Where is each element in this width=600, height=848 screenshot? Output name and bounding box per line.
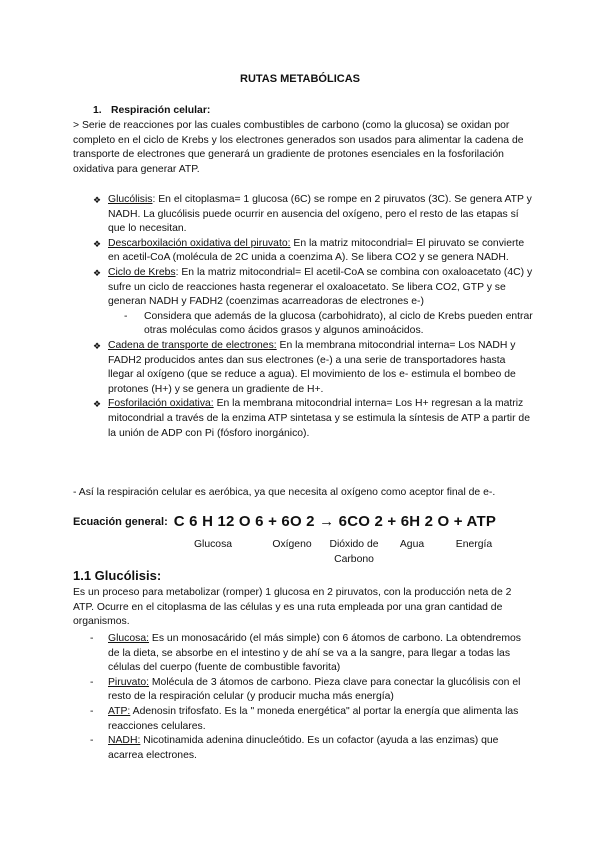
equation-label: Ecuación general: — [73, 516, 168, 528]
diamond-bullet-icon: ❖ — [93, 399, 102, 410]
term-agua: Agua — [399, 539, 425, 550]
item-term: ATP: — [108, 705, 131, 717]
diamond-bullet-icon: ❖ — [93, 195, 102, 205]
item-text: Nicotinamida adenina dinucleótido. Es un cofactor (ayuda a las enzimas) que acarrea electrones. — [108, 735, 499, 761]
bullet-text: En el citoplasma= 1 glucosa (6C) se rompe en 2 piruvatos (3C). Se genera ATP y NADH. La glucólisis puede ocurrir en ausencia del oxígeno, pero el resto de las etapas sí que lo necesitan. — [108, 194, 532, 235]
item-text: Molécula de 3 átomos de carbono. Pieza clave para conectar la glucólisis con el resto de la respiración celular (y producir mucha más energía) — [108, 676, 521, 703]
diamond-bullet-icon: ❖ — [93, 340, 102, 351]
bullet-text: En la membrana mitocondrial interna= Los NADH y FADH2 producidos antes dan sus electrones (e-) a una serie de transportadores hasta llegar al oxígeno (que se reduce a agua). El movimiento de los e- estimula el bombeo de protones (H+) y se genera un gradiente de H+. — [108, 339, 516, 395]
bullet-term: Ciclo de Krebs — [108, 266, 176, 278]
list-item: - Piruvato: Molécula de 3 átomos de carbono. Pieza clave para conectar la glucólisis con el resto de la respiración celular (y producir mucha más energía) — [90, 676, 521, 703]
item-term: NADH: — [108, 735, 141, 747]
list-item: - ATP: Adenosin trifosfato. Es la " moneda energética" al portar la energía que alimenta las reacciones celulares. — [90, 705, 519, 732]
diamond-bullet-icon: ❖ — [93, 238, 102, 249]
bullet-fosforilacion — [93, 397, 533, 441]
term-glucosa: Glucosa — [193, 539, 233, 550]
bullet-krebs: ❖ Ciclo de Krebs: En la matriz mitocondrial= El acetil-CoA se combina con oxaloacetato (4C) y sufre un ciclo de reacciones hasta regenerar el oxaloacetato. Se libera CO2, GTP y se generan NADH y FADH2 (coenzimas acarreadoras de electrones e-) - Considera que además de la glucosa (carbohidrato), al ciclo de Krebs pueden entrar otras moléculas como ácidos grasos y algunos aminoácidos. — [93, 266, 533, 339]
bullet-descarboxilacion — [93, 237, 533, 266]
glucolisis-intro: Es un proceso para metabolizar (romper) 1 glucosa en 2 piruvatos, con la producción neta de 2 ATP. Ocurre en el citoplasma de las células y es una ruta empleada por una gran cantidad de organismos. — [73, 587, 512, 628]
term-oxigeno: Oxígeno — [272, 539, 312, 550]
section-title: Respiración celular: — [111, 105, 211, 116]
bullet-cadena — [93, 339, 533, 397]
diamond-bullet-icon: ❖ — [93, 267, 102, 278]
krebs-subnote: - Considera que además de la glucosa (carbohidrato), al ciclo de Krebs pueden entrar otras moléculas como ácidos grasos y algunos aminoácidos. — [124, 310, 533, 337]
item-text: Adenosin trifosfato. Es la " moneda energética" al portar la energía que alimenta las reacciones celulares. — [108, 705, 519, 732]
section-number: 1. — [93, 105, 102, 116]
section-heading — [93, 104, 210, 119]
bullet-text: En la matriz mitocondrial= El acetil-CoA se combina con oxaloacetato (4C) y sufre un ciclo de reacciones hasta regenerar el oxaloacetato. Se libera CO2, GTP y se generan NADH y FADH2 (coenzimas acarreadoras de electrones e-) — [108, 266, 533, 308]
bullet-text: En la matriz mitocondrial= El piruvato se convierte en acetil-CoA (molécula de 2C unida a coenzima A). Se libera CO2 y se genera NADH. — [108, 237, 525, 264]
bullet-glucolisis: ❖ Glucólisis: En el citoplasma= 1 glucosa (6C) se rompe en 2 piruvatos (3C). Se genera ATP y NADH. La glucólisis puede ocurrir en ausencia del oxígeno, pero el resto de las etapas sí que lo necesitan. — [93, 194, 532, 235]
aerobic-note: - Así la respiración celular es aeróbica, ya que necesita al oxígeno como aceptor final de e-. — [73, 487, 496, 498]
term-energia: Energía — [455, 539, 493, 550]
page-title: RUTAS METABÓLICAS — [240, 73, 360, 85]
term-dioxido: Dióxido de Carbono — [329, 539, 379, 565]
bullet-text: En la membrana mitocondrial interna= Los H+ regresan a la matriz mitocondrial a través de la enzima ATP sintetasa y se estimula la síntesis de ATP a partir de la unión de ADP con Pi (fósforo inorgánico). — [108, 398, 530, 439]
list-item: - Glucosa: Es un monosacárido (el más simple) con 6 átomos de carbono. La obtendremos de la dieta, se absorbe en el intestino y de ahí se va a la sangre, para llegar a todas las células del cuerpo (fuente de combustible favorita) — [90, 633, 521, 674]
glucolisis-terms-list — [73, 632, 533, 763]
item-text: Es un monosacárido (el más simple) con 6 átomos de carbono. La obtendremos de la dieta, se absorbe en el intestino y de ahí se va a la sangre, para llegar a todas las células del cuerpo (fuente de combustible favorita) — [108, 633, 521, 674]
stages-list — [93, 193, 533, 441]
equation-formula: C 6 H 12 O 6 + 6O 2 → 6CO 2 + 6H 2 O + ATP — [173, 513, 497, 530]
intro-paragraph: > Serie de reacciones por las cuales combustibles de carbono (como la glucosa) se oxidan por completo en el ciclo de Krebs y los electrones generados son usados para alimentar la cadena de transporte de electrones que generará un gradiente de protones esenciales en la fosforilación oxidativa para generar ATP. — [73, 120, 524, 175]
bullet-term: Cadena de transporte de electrones: — [108, 339, 277, 351]
subsection-heading: 1.1 Glucólisis: — [73, 568, 162, 583]
bullet-term: Descarboxilación oxidativa del piruvato: — [108, 237, 291, 249]
equation-row — [73, 515, 496, 531]
list-item: - NADH: Nicotinamida adenina dinucleótido. Es un cofactor (ayuda a las enzimas) que acarrea electrones. — [90, 735, 499, 761]
item-term: Piruvato: — [108, 676, 150, 688]
bullet-term: Glucólisis — [108, 194, 153, 205]
bullet-term: Fosforilación oxidativa: — [108, 398, 214, 410]
item-term: Glucosa: — [108, 633, 150, 644]
